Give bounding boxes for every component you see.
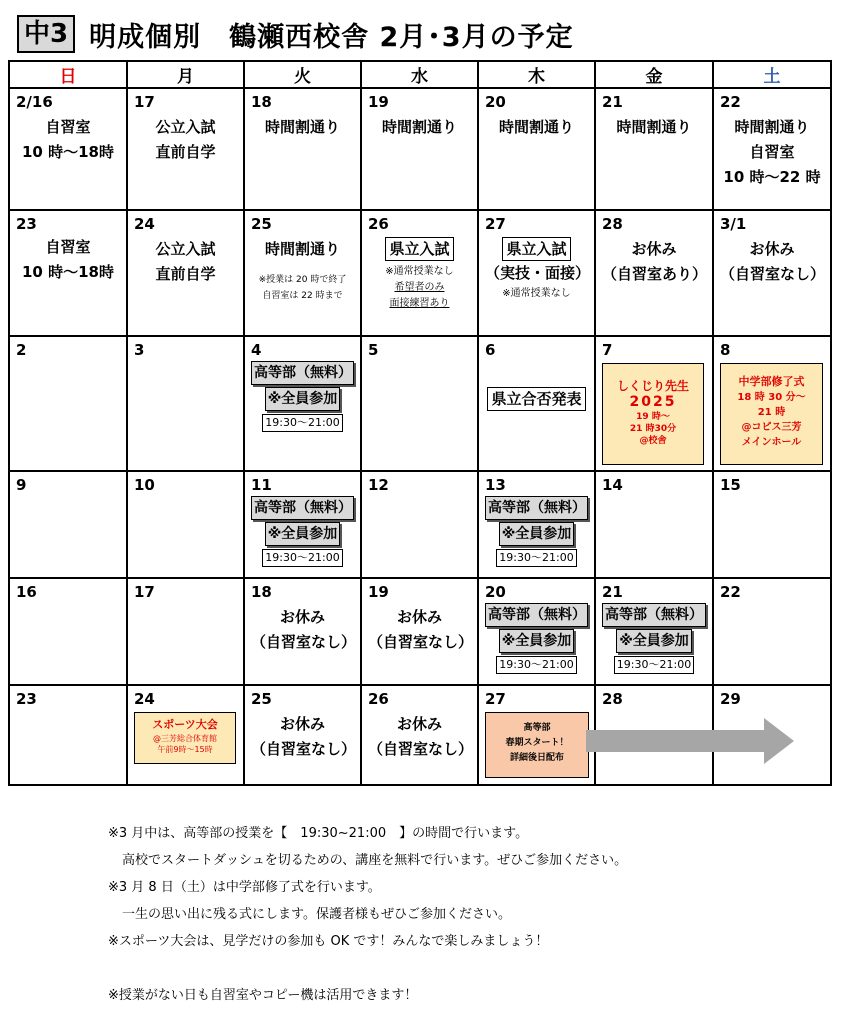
event-text: （自習室なし） — [251, 633, 357, 651]
event-text: 時間割通り — [616, 118, 692, 136]
week-row-3 — [9, 336, 831, 471]
highschool-free-badge: 高等部（無料） — [485, 496, 588, 520]
note-line: ※3 月中は、高等部の授業を【 19:30~21:00 】の時間で行います。 — [108, 826, 529, 841]
date-label: 12 — [368, 476, 389, 494]
date-label: 4 — [251, 341, 262, 359]
event-time: 18 時 30 分～ — [737, 392, 806, 403]
event-text: 時間割通り — [498, 118, 574, 136]
day-cell — [478, 336, 595, 471]
date-label: 28 — [602, 690, 623, 708]
note-text: ※通常授業なし — [502, 288, 571, 299]
continuation-arrow-icon — [586, 718, 796, 764]
event-time: 21 時 — [757, 407, 786, 418]
week-row-4 — [9, 471, 831, 578]
all-attend-badge: ※全員参加 — [265, 387, 341, 411]
highschool-free-badge: 高等部（無料） — [485, 603, 588, 627]
day-cell — [244, 88, 361, 210]
event-title: 高等部 — [523, 723, 551, 733]
date-label: 6 — [485, 341, 496, 359]
event-text: 時間割通り — [264, 118, 340, 136]
date-label: 9 — [16, 476, 27, 494]
week-row-1 — [9, 88, 831, 210]
date-label: 25 — [251, 690, 272, 708]
weekday-header — [9, 61, 831, 88]
day-cell — [127, 88, 244, 210]
date-label: 5 — [368, 341, 379, 359]
class-time-box: 19:30～21:00 — [496, 656, 576, 674]
calendar-table — [8, 60, 832, 786]
date-label: 15 — [720, 476, 741, 494]
note-line: ※授業がない日も自習室やコピー機は活用できます！ — [108, 988, 418, 1003]
date-label: 26 — [368, 215, 389, 233]
note-line: 高校でスタートダッシュを切るための、講座を無料で行います。ぜひご参加ください。 — [122, 853, 628, 868]
note-text: ※授業は 20 時で終了 — [258, 275, 347, 285]
class-time-box: 19:30～21:00 — [262, 414, 342, 432]
day-cell — [713, 336, 831, 471]
highschool-free-badge: 高等部（無料） — [251, 361, 354, 385]
weekday-thu: 木 — [478, 61, 595, 88]
day-cell — [244, 336, 361, 471]
date-label: 25 — [251, 215, 272, 233]
event-title: しくじり先生 — [616, 379, 689, 393]
event-text: （自習室なし） — [368, 633, 474, 651]
day-cell — [713, 210, 831, 336]
title-text: 明成個別 鶴瀬西校舎 2月･3月の予定 — [89, 21, 574, 53]
day-cell — [478, 471, 595, 578]
notes-section — [108, 820, 627, 1009]
event-text: （自習室なし） — [720, 265, 826, 283]
date-label: 11 — [251, 476, 272, 494]
event-text: お休み — [279, 608, 325, 626]
event-text: お休み — [749, 240, 795, 258]
kenritsu-exam-label: 県立入試 — [385, 237, 453, 261]
date-label: 8 — [720, 341, 731, 359]
day-cell — [595, 471, 713, 578]
event-text: 自習室 — [749, 143, 795, 161]
weekday-tue: 火 — [244, 61, 361, 88]
weekday-sun: 日 — [9, 61, 127, 88]
week-row-2 — [9, 210, 831, 336]
event-time: 21 時30分 — [629, 424, 677, 434]
day-cell — [713, 88, 831, 210]
day-cell — [9, 88, 127, 210]
all-attend-badge: ※全員参加 — [499, 629, 575, 653]
event-text: 公立入試 — [155, 118, 216, 136]
event-text: お休み — [631, 240, 677, 258]
spring-start-box — [485, 712, 589, 778]
date-label: 18 — [251, 583, 272, 601]
day-cell — [361, 336, 478, 471]
date-label: 18 — [251, 93, 272, 111]
day-cell — [127, 210, 244, 336]
note-line: 一生の思い出に残る式にします。保護者様もぜひご参加ください。 — [122, 907, 511, 922]
date-label: 19 — [368, 93, 389, 111]
event-title: 春期スタート！ — [505, 738, 569, 748]
date-label: 29 — [720, 690, 741, 708]
note-line: ※スポーツ大会は、見学だけの参加も OK です！みんなで楽しみましょう！ — [108, 934, 549, 949]
sports-event-box — [134, 712, 236, 764]
all-attend-badge: ※全員参加 — [265, 522, 341, 546]
date-label: 23 — [16, 690, 37, 708]
event-place: @三芳総合体育館 — [153, 734, 217, 743]
date-label: 20 — [485, 583, 506, 601]
note-line — [108, 955, 627, 982]
graduation-event-box — [720, 363, 823, 465]
event-title: 中学部修了式 — [738, 375, 805, 388]
weekday-fri: 金 — [595, 61, 713, 88]
date-label: 21 — [602, 93, 623, 111]
date-label: 3/1 — [720, 215, 747, 233]
event-text: （自習室なし） — [368, 740, 474, 758]
weekday-sat: 土 — [713, 61, 831, 88]
weekday-wed: 水 — [361, 61, 478, 88]
event-text: （自習室なし） — [251, 740, 357, 758]
event-text: 10 時～22 時 — [723, 168, 821, 186]
day-cell — [713, 578, 831, 685]
note-text: ※通常授業なし — [385, 266, 454, 277]
event-title: スポーツ大会 — [152, 718, 218, 731]
day-cell — [244, 210, 361, 336]
day-cell — [9, 471, 127, 578]
day-cell — [127, 685, 244, 785]
event-text: 時間割通り — [264, 240, 340, 258]
date-label: 20 — [485, 93, 506, 111]
day-cell — [244, 578, 361, 685]
day-cell — [361, 578, 478, 685]
weekday-mon: 月 — [127, 61, 244, 88]
event-text: お休み — [396, 608, 442, 626]
date-label: 21 — [602, 583, 623, 601]
event-year: 2025 — [629, 394, 677, 410]
day-cell — [244, 471, 361, 578]
day-cell — [127, 578, 244, 685]
date-label: 19 — [368, 583, 389, 601]
note-text: 自習室は 22 時まで — [262, 291, 343, 301]
event-time: 午前9時～15時 — [157, 745, 213, 754]
date-label: 22 — [720, 583, 741, 601]
day-cell — [361, 210, 478, 336]
highschool-free-badge: 高等部（無料） — [602, 603, 706, 627]
event-time: 19 時～ — [636, 412, 670, 422]
day-cell — [595, 88, 713, 210]
week-row-5 — [9, 578, 831, 685]
date-label: 17 — [134, 93, 155, 111]
event-text: （自習室あり） — [602, 265, 708, 283]
date-label: 27 — [485, 690, 506, 708]
date-label: 23 — [16, 215, 37, 233]
date-label: 7 — [602, 341, 613, 359]
event-text: お休み — [279, 715, 325, 733]
event-text: 直前自学 — [155, 143, 216, 161]
date-label: 28 — [602, 215, 623, 233]
day-cell — [478, 88, 595, 210]
day-cell — [9, 578, 127, 685]
date-label: 24 — [134, 215, 155, 233]
note-line: ※3 月 8 日（土）は中学部修了式を行います。 — [108, 880, 381, 895]
day-cell — [9, 685, 127, 785]
date-label: 13 — [485, 476, 506, 494]
date-label: 14 — [602, 476, 623, 494]
day-cell — [127, 336, 244, 471]
kenritsu-exam-label: 県立入試 — [502, 237, 570, 261]
note-text: 希望者のみ — [394, 282, 445, 293]
event-text: 自習室 — [45, 118, 91, 136]
date-label: 10 — [134, 476, 155, 494]
all-attend-badge: ※全員参加 — [616, 629, 692, 653]
day-cell — [595, 578, 713, 685]
class-time-box: 19:30～21:00 — [496, 549, 576, 567]
day-cell — [361, 471, 478, 578]
day-cell — [478, 685, 595, 785]
day-cell — [9, 336, 127, 471]
date-label: 3 — [134, 341, 145, 359]
day-cell — [244, 685, 361, 785]
day-cell — [9, 210, 127, 336]
day-cell — [478, 578, 595, 685]
date-label: 2/16 — [16, 93, 53, 111]
day-cell — [595, 336, 713, 471]
date-label: 22 — [720, 93, 741, 111]
grade-badge: 中3 — [17, 15, 75, 53]
day-cell — [127, 471, 244, 578]
event-place: @コピス三芳 — [741, 422, 802, 433]
event-place: メインホール — [741, 437, 802, 448]
event-text: 直前自学 — [155, 265, 216, 283]
event-text: 自習室 — [45, 238, 91, 256]
event-text: 時間割通り — [734, 118, 810, 136]
all-attend-badge: ※全員参加 — [499, 522, 575, 546]
event-title: 詳細後日配布 — [509, 753, 564, 763]
event-text: （実技・面接） — [485, 264, 591, 282]
class-time-box: 19:30～21:00 — [262, 549, 342, 567]
event-text: お休み — [396, 715, 442, 733]
date-label: 24 — [134, 690, 155, 708]
date-label: 27 — [485, 215, 506, 233]
day-cell — [361, 88, 478, 210]
event-text: 時間割通り — [381, 118, 457, 136]
shikujiri-event-box — [602, 363, 704, 465]
day-cell — [713, 471, 831, 578]
day-cell — [478, 210, 595, 336]
day-cell — [595, 210, 713, 336]
page-title — [17, 14, 574, 54]
event-text: 10 時～18時 — [22, 263, 114, 281]
day-cell — [361, 685, 478, 785]
date-label: 17 — [134, 583, 155, 601]
highschool-free-badge: 高等部（無料） — [251, 496, 354, 520]
event-text: 公立入試 — [155, 240, 216, 258]
class-time-box: 19:30～21:00 — [614, 656, 694, 674]
date-label: 2 — [16, 341, 27, 359]
date-label: 26 — [368, 690, 389, 708]
results-announcement-label: 県立合否発表 — [487, 387, 585, 411]
event-text: 10 時～18時 — [22, 143, 114, 161]
event-place: @校舎 — [639, 436, 667, 446]
date-label: 16 — [16, 583, 37, 601]
note-text: 面接練習あり — [389, 298, 450, 309]
